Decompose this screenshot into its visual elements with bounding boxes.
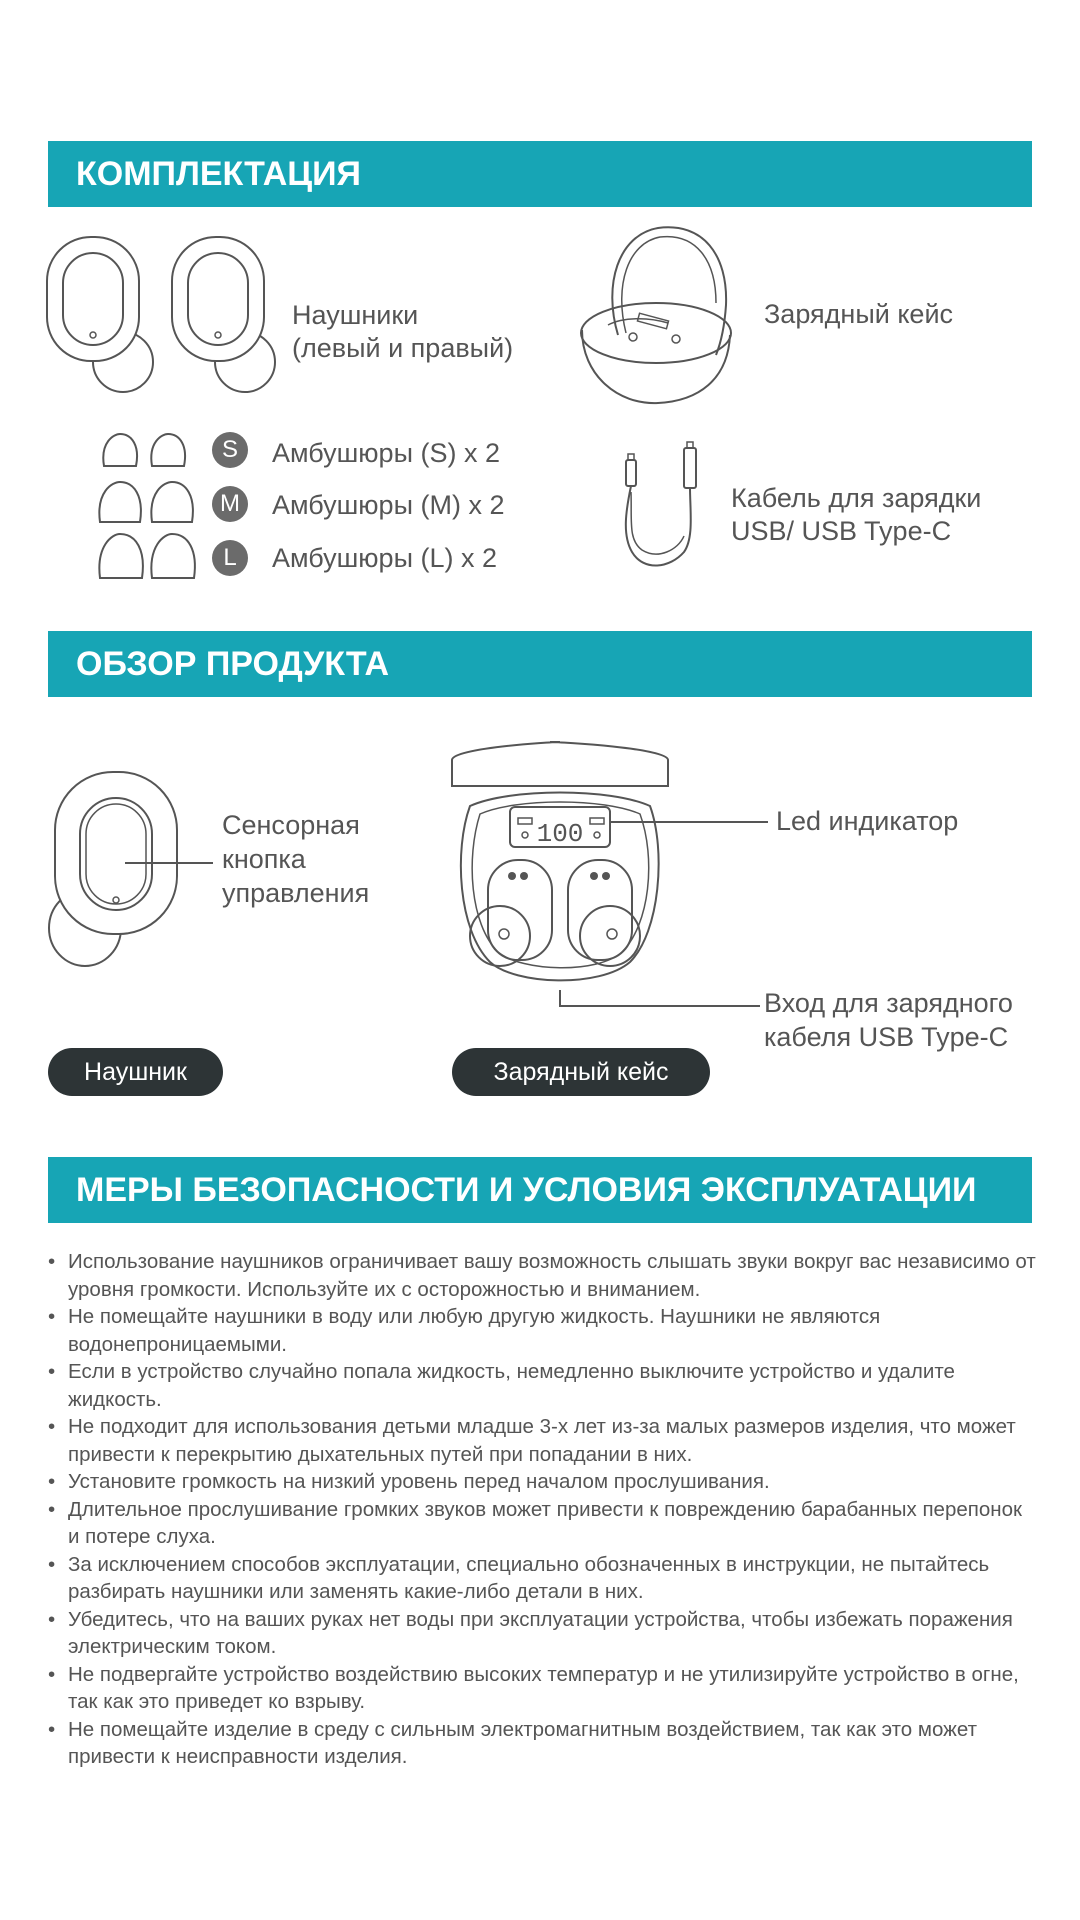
ear-tips-m-illustration: [96, 480, 196, 526]
port-label-line2: кабеля USB Type-C: [764, 1022, 1009, 1052]
case-pill-label: Зарядный кейс: [452, 1048, 710, 1096]
earbuds-label-line1: Наушники: [292, 300, 419, 330]
tips-m-label: Амбушюры (M) x 2: [272, 490, 505, 520]
safety-item: • Установите громкость на низкий уровень перед началом прослушивания.: [48, 1468, 1038, 1496]
touch-label-line2: кнопка: [222, 844, 306, 874]
case-label: Зарядный кейс: [764, 299, 954, 329]
safety-item: • Убедитесь, что на ваших руках нет воды при эксплуатации устройства, чтобы избежать поражения электрическим током.: [48, 1606, 1038, 1661]
ear-tips-l-illustration: [96, 532, 200, 582]
safety-item: • Не помещайте изделие в среду с сильным электромагнитным воздействием, так как это может привести к неисправности изделия.: [48, 1716, 1038, 1771]
size-badge-l: L: [212, 540, 248, 576]
touch-label-line3: управления: [222, 878, 370, 908]
safety-list: [48, 1248, 1038, 1771]
safety-item: • Не подвергайте устройство воздействию высоких температур и не утилизируйте устройство в огне, так как это приведет ко взрыву.: [48, 1661, 1038, 1716]
safety-item: • Не помещайте наушники в воду или любую другую жидкость. Наушники не являются водонепроницаемыми.: [48, 1303, 1038, 1358]
charging-case-illustration: [578, 225, 738, 405]
earbuds-label-line2: (левый и правый): [292, 333, 514, 363]
overview-section-title: ОБЗОР ПРОДУКТА: [48, 631, 1032, 697]
safety-item: • За исключением способов эксплуатации, специально обозначенных в инструкции, не пытайтесь разбирать наушники или заменять какие-либо детали в них.: [48, 1551, 1038, 1606]
tips-l-label: Амбушюры (L) x 2: [272, 543, 497, 573]
contents-section-title: КОМПЛЕКТАЦИЯ: [48, 141, 1032, 207]
case-overview-illustration: [450, 740, 770, 1020]
safety-item: • Если в устройство случайно попала жидкость, немедленно выключите устройство и удалите жидкость.: [48, 1358, 1038, 1413]
port-label-line1: Вход для зарядного: [764, 988, 1013, 1018]
safety-item: • Не подходит для использования детьми младше 3-х лет из-за малых размеров изделия, что может привести к перекрытию дыхательных путей при попадании в них.: [48, 1413, 1038, 1468]
earbud-pill-label: Наушник: [48, 1048, 223, 1096]
ear-tips-s-illustration: [100, 432, 192, 472]
size-badge-m: M: [212, 486, 248, 522]
size-badge-s: S: [212, 432, 248, 468]
safety-section-title: МЕРЫ БЕЗОПАСНОСТИ И УСЛОВИЯ ЭКСПЛУАТАЦИИ: [48, 1157, 1032, 1223]
earbuds-illustration: [45, 235, 275, 395]
safety-item: • Длительное прослушивание громких звуков может привести к повреждению барабанных перепонок и потере слуха.: [48, 1496, 1038, 1551]
cable-label-line2: USB/ USB Type-C: [731, 516, 952, 546]
earbud-overview-illustration: [45, 770, 235, 970]
led-display-value: 100: [536, 819, 584, 849]
led-indicator-label: Led индикатор: [776, 806, 959, 836]
usb-cable-illustration: [618, 440, 710, 570]
touch-label-line1: Сенсорная: [222, 810, 360, 840]
cable-label-line1: Кабель для зарядки: [731, 483, 982, 513]
tips-s-label: Амбушюры (S) x 2: [272, 438, 500, 468]
safety-item: • Использование наушников ограничивает вашу возможность слышать звуки вокруг вас независимо от уровня громкости. Используйте их с осторожностью и вниманием.: [48, 1248, 1038, 1303]
